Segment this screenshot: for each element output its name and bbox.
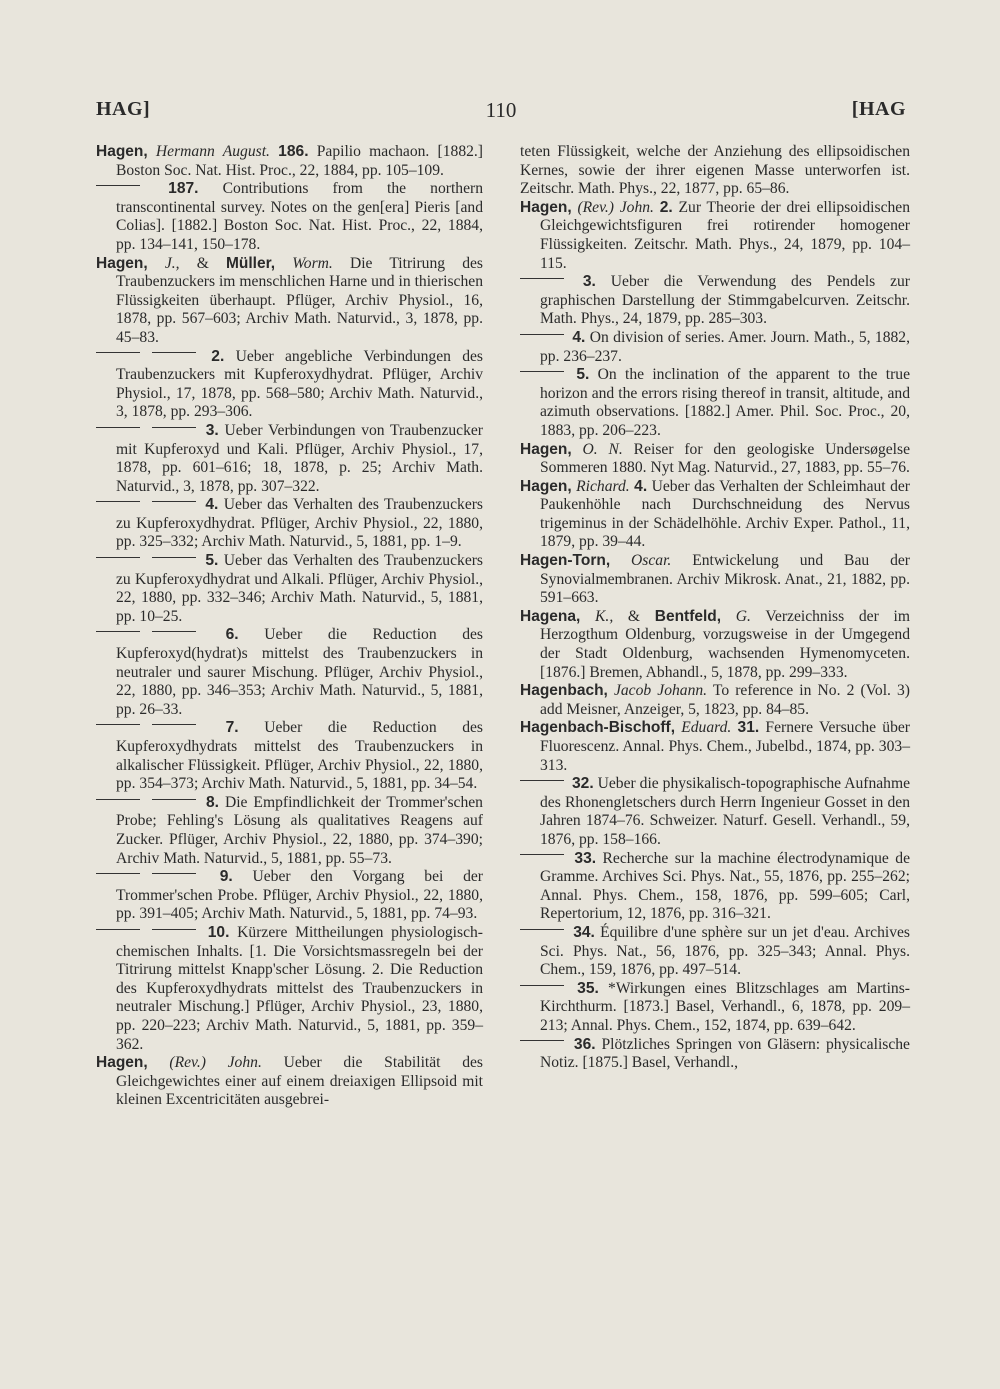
bibliography-entry [520,980,910,1036]
author-surname: Hagenbach, [520,682,608,700]
ditto-rule [520,334,564,335]
entry-text: Ueber den Vorgang bei der Trommer'schen Probe. Pflüger, Archiv Physiol., 22, 1880, pp. 391–405; Archiv Math. Naturvid., 5, 1881, pp. 74–93. [116,868,483,923]
entry-text: *Wirkungen eines Blitzschlages am Martins-Kirchthurm. [1873.] Basel, Verhandl., 6, 1878, pp. 209–213; Annal. Phys. Chem., 152, 1874, pp. 639–642. [540,979,910,1034]
entry-text: Entwickelung und Bau der Synovialmembranen. Archiv Mikrosk. Anat., 21, 1882, pp. 591–663. [540,552,910,607]
entry-number: 2. [659,198,673,216]
entry-number: 5. [576,366,590,384]
bibliography-entry [520,143,910,199]
entry-number: 2. [211,347,225,365]
bibliography-entry [520,366,910,440]
entry-text: Équilibre d'une sphère sur un jet d'eau. Archives Sci. Phys. Nat., 56, 1876, pp. 325–343; Annal. Phys. Chem., 159, 1876, pp. 497–514. [540,923,910,979]
bibliography-entry [520,478,910,552]
entry-number: 4. [205,496,219,514]
author-surname: Hagen, [520,440,572,458]
ditto-rule [96,501,140,502]
author-given-name: Eduard. [681,719,732,737]
author-given-name: Hermann August. [155,143,270,160]
coauthor-given-name: G. [735,607,751,625]
bibliography-entry [96,348,483,422]
bibliography-entry [520,273,910,329]
bibliography-entry [520,329,910,366]
entry-text: Fernere Versuche über Fluorescenz. Annal. Phys. Chem., Jubelbd., 1874, pp. 303–313. [540,719,911,774]
entry-text: On the inclination of the apparent to the true horizon and the errors rising thereof in transit, altitude, and azimuth observations. [1882.] Amer. Phil. Soc. Proc., 20, 1883, pp. 206–223. [540,366,910,439]
author-surname: Hagen, [96,143,148,160]
author-given-name: Jacob Johann. [613,682,708,700]
bibliography-entry [520,199,910,273]
bibliography-entry [96,719,483,793]
entry-number: 7. [225,719,239,737]
entry-text: Reiser for den geologiske Undersøgelse Sommeren 1880. Nyt Mag. Naturvid., 27, 1883, pp. 55–76. [540,440,910,477]
ditto-rule [152,352,196,353]
ditto-rule [152,724,196,725]
left-column [96,143,483,1110]
ditto-rule [152,427,196,428]
ditto-rule [520,854,564,855]
entry-number: 8. [205,793,219,811]
author-given-name: Oscar. [631,552,672,570]
ditto-rule [96,352,140,353]
entry-number: 4. [572,328,586,346]
bibliography-entry [520,608,910,682]
author-surname: Hagena, [520,607,581,625]
author-given-name: Richard. [576,477,630,495]
bibliography-entry [96,255,483,348]
entry-text: Ueber die Verwendung des Pendels zur graphischen Darstellung der Stimmgabelcurven. Zeitschr. Math. Phys., 24, 1879, pp. 285–303. [540,273,910,328]
running-header [96,98,906,128]
ditto-rule [152,501,196,502]
entry-text: Die Empfindlichkeit der Trommer'schen Probe; Fehling's Lösung als qualitatives Reagens auf Zucker. Pflüger, Archiv Physiol., 22, 1880, pp. 374–390; Archiv Math. Naturvid., 5, 1881, pp. 55–73. [116,793,483,867]
entry-text: teten Flüssigkeit, welche der Anziehung des ellipsoidischen Kernes, sowie der ihrer eigenen Masse unterworfen ist. Zeitschr. Math. Phys., 22, 1877, pp. 65–86. [520,143,910,198]
entry-number: 6. [225,626,239,644]
entry-text: Verzeichniss der im Herzogthum Oldenburg, vorzugsweise in der Umgegend der Stadt Oldenburg, wachsenden Hymenomyceten. [1876.] Bremen, Abhandl., 5, 1878, pp. 299–333. [540,607,910,681]
entry-text: Ueber die physikalisch-topographische Aufnahme des Rhonengletschers durch Herrn Ingenieur Gosset in den Jahren 1874–76. Schweizer. Naturf. Gesell. Verhandl., 59, 1876, pp. 158–166. [540,775,911,848]
bibliography-entry [520,552,910,608]
entry-text: Zur Theorie der drei ellipsoidischen Gleichgewichtsfiguren frei rotirender homogener Flüssigkeiten. Zeitschr. Math. Phys., 24, 1879, pp. 104–115. [540,198,911,272]
bibliography-entry [96,626,483,719]
ditto-rule [96,427,140,428]
ditto-rule [520,278,564,279]
bibliography-entry [96,924,483,1054]
author-surname: Hagen, [96,1054,148,1072]
bibliography-entry [520,682,910,719]
ditto-rule [520,985,564,986]
entry-number: 5. [205,552,219,570]
entry-number: 187. [168,180,199,198]
entry-text: Ueber die Stabilität des Gleichgewichtes einer auf einem dreiaxigen Ellipsoid mit kleinen Excentricitäten ausgebrei- [116,1054,484,1109]
entry-number: 186. [278,143,309,160]
author-surname: Hagen, [520,198,572,216]
entry-number: 9. [219,868,233,886]
entry-text: Plötzliches Springen von Gläsern: physicalische Notiz. [1875.] Basel, Verhandl., [540,1035,910,1072]
entry-text: Papilio machaon. [1882.] Boston Soc. Nat. Hist. Proc., 22, 1884, pp. 105–109. [116,143,484,179]
entry-number: 34. [573,923,595,941]
bibliography-entry [96,552,483,626]
entry-number: 10. [207,923,230,941]
bibliography-entry [520,719,910,775]
author-surname: Hagen-Torn, [520,552,611,570]
entry-text: Ueber das Verhalten des Traubenzuckers zu Kupferoxydhydrat und Alkali. Pflüger, Archiv Physiol., 22, 1880, pp. 332–346; Archiv Math. Naturvid., 5, 1881, pp. 10–25. [116,552,484,625]
ditto-rule [96,873,140,874]
ditto-rule [96,799,140,800]
bibliography-entry [520,1036,910,1073]
ditto-rule [152,873,196,874]
bibliography-entry [520,850,910,924]
entry-text: Contributions from the northern transcontinental survey. Notes on the gen[era] Pieris [and Colias]. [1882.] Boston Soc. Nat. Hist. Proc., 22, 1884, pp. 134–141, 150–178. [116,180,483,253]
coauthor-surname: Müller, [225,254,276,272]
ditto-rule [152,929,196,930]
ditto-rule [152,799,196,800]
ditto-rule [152,631,196,632]
ampersand: & [627,607,641,625]
author-given-name: O. N. [582,440,623,458]
bibliography-entry [96,180,483,254]
bibliography-entry [520,441,910,478]
bibliography-entry [96,1054,483,1110]
ditto-rule [96,185,140,186]
ditto-rule [520,371,564,372]
ditto-rule [520,1040,564,1041]
ditto-rule [96,557,140,558]
entry-text: Ueber die Reduction des Kupferoxydhydrats mittelst des Traubenzuckers in alkalischer Flüssigkeit. Pflüger, Archiv Physiol., 22, 1880, pp. 354–373; Archiv Math. Naturvid., 5, 1881, pp. 34–54. [116,719,483,793]
ampersand: & [196,254,209,272]
entry-text: Ueber das Verhalten der Schleimhaut der Paukenhöhle nach Durchschneidung des Nervus trigeminus in der Schädelhöhle. Archiv Exper. Pathol., 11, 1879, pp. 39–44. [540,477,910,551]
ditto-rule [520,780,564,781]
entry-number: 33. [574,849,597,867]
ditto-rule [96,929,140,930]
entry-number: 35. [577,979,599,997]
bibliography-entry [520,924,910,980]
bibliography-entry [96,868,483,924]
entry-text: Ueber die Reduction des Kupferoxyd(hydrat)s mittelst des Traubenzuckers in neutraler und saurer Mischung. Pflüger, Archiv Physiol., 22, 1880, pp. 346–353; Archiv Math. Naturvid., 5, 1881, pp. 26–33. [116,626,483,718]
entry-number: 3. [205,421,219,439]
entry-text: To reference in No. 2 (Vol. 3) add Meisner, Anzeiger, 5, 1823, pp. 84–85. [540,682,911,718]
entry-text: On division of series. Amer. Journ. Math., 5, 1882, pp. 236–237. [540,328,910,365]
entry-text: Ueber angebliche Verbindungen des Traubenzuckers mit Kupferoxydhydrat. Pflüger, Archiv Physiol., 17, 1878, pp. 568–580; Archiv Math. Naturvid., 3, 1878, pp. 293–306. [116,347,484,421]
entry-number: 32. [571,775,594,793]
coauthor-given-name: Worm. [292,254,333,272]
author-given-name: (Rev.) John. [169,1054,262,1072]
entry-text: Ueber Verbindungen von Traubenzucker mit Kupferoxyd und Kali. Pflüger, Archiv Physiol., 17, 1878, pp. 601–616; 18, 1878, p. 25; Archiv Math. Naturvid., 3, 1878, pp. 307–322. [116,421,483,495]
author-given-name: (Rev.) John. [577,198,654,216]
ditto-rule [96,631,140,632]
header-left-guide-word: HAG] [96,98,151,120]
right-column [520,143,910,1073]
bibliography-entry [96,496,483,552]
entry-number: 36. [573,1035,596,1053]
bibliography-entry [96,422,483,496]
author-given-name: K., [595,607,614,625]
ditto-rule [96,724,140,725]
entry-number: 3. [582,273,596,291]
coauthor-surname: Bentfeld, [654,607,722,625]
entry-text: Kürzere Mittheilungen physiologisch-chemischen Inhalts. [1. Die Vorsichtsmassregeln bei der Titrirung mittelst Knapp'scher Lösung. 2. Die Reduction des Kupferoxydhydrats mittelst des Traubenzuckers in neutraler Mischung.] Pflüger, Archiv Physiol., 23, 1880, pp. 220–223; Archiv Math. Naturvid., 5, 1881, pp. 359–362. [116,923,483,1053]
author-given-name: J., [164,254,180,272]
bibliography-entry [96,794,483,868]
header-right-guide-word: [HAG [851,98,906,120]
ditto-rule [152,557,196,558]
author-surname: Hagenbach-Bischoff, [520,719,676,737]
entry-text: Recherche sur la machine électrodynamique de Gramme. Archives Sci. Phys. Nat., 55, 1876, pp. 255–262; Annal. Phys. Chem., 158, 1876, pp. 599–605; Carl, Repertorium, 12, 1876, pp. 316–321. [540,849,910,923]
bibliography-entry [520,775,910,849]
entry-number: 31. [737,719,760,737]
page-number: 110 [485,98,517,122]
entry-text: Die Titrirung des Traubenzuckers im menschlichen Harne und in thierischen Flüssigkeiten überhaupt. Pflüger, Archiv Physiol., 16, 1878, pp. 567–603; Archiv Math. Naturvid., 3, 1878, pp. 45–83. [116,254,483,346]
author-surname: Hagen, [96,254,148,272]
entry-text: Ueber das Verhalten des Traubenzuckers zu Kupferoxydhydrat. Pflüger, Archiv Physiol., 22, 1880, pp. 325–332; Archiv Math. Naturvid., 5, 1881, pp. 1–9. [116,496,484,551]
bibliography-entry [96,143,483,180]
entry-number: 4. [634,477,648,495]
author-surname: Hagen, [520,477,572,495]
ditto-rule [520,929,564,930]
